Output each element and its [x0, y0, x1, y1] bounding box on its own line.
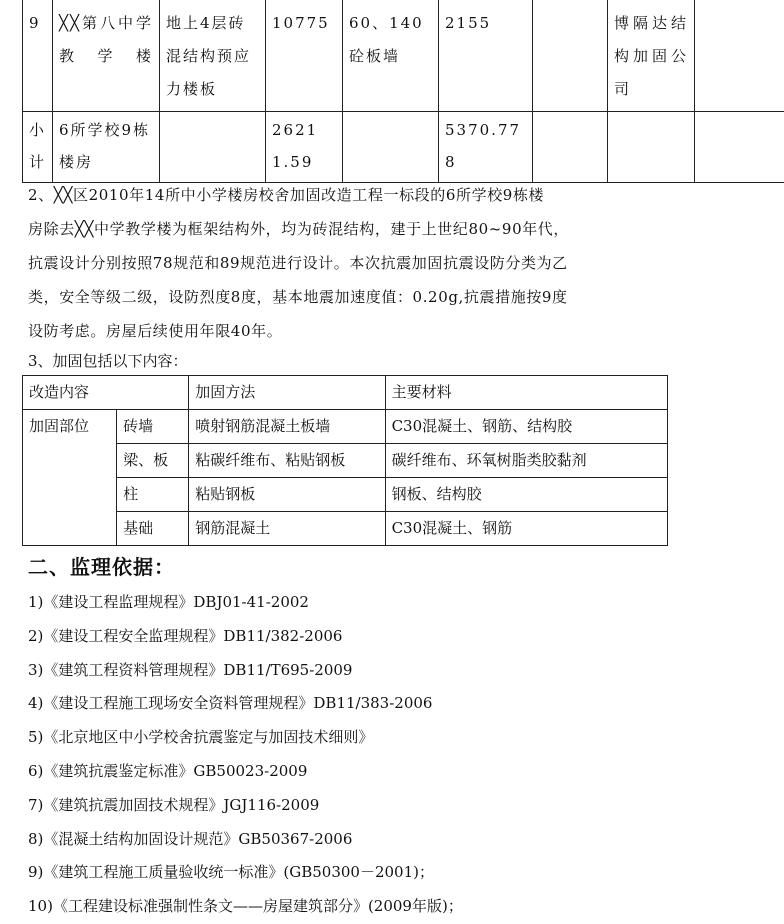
reinforce-table	[22, 375, 668, 546]
header-material: 主要材料	[385, 376, 667, 410]
cell-area: 10775	[266, 0, 343, 112]
reinforce-part-label: 加固部位	[23, 410, 117, 546]
cell-method: 喷射钢筋混凝土板墙	[189, 410, 385, 444]
reinforce-subtitle: 3、加固包括以下内容：	[28, 346, 188, 376]
table-row	[23, 444, 668, 478]
paragraph-line: 房除去╳╳中学教学楼为框架结构外，均为砖混结构，建于上世纪80~90年代，	[28, 212, 678, 246]
cell-part: 砖墙	[117, 410, 189, 444]
section-heading: 二、监理依据：	[28, 550, 175, 584]
list-item: 5)《北京地区中小学校舍抗震鉴定与加固技术细则》	[28, 721, 768, 755]
list-item: 6)《建筑抗震鉴定标准》GB50023-2009	[28, 755, 768, 789]
cell-method: 粘碳纤维布、粘贴钢板	[189, 444, 385, 478]
table-row	[23, 112, 784, 183]
paragraph-line: 抗震设计分别按照78规范和89规范进行设计。本次抗震加固抗震设防分类为乙	[28, 246, 678, 280]
header-content: 改造内容	[23, 376, 189, 410]
header-method: 加固方法	[189, 376, 385, 410]
cell-empty	[695, 112, 784, 183]
cell-subtotal-label: 小计	[23, 112, 53, 183]
cell-wall: 60、140砼板墙	[343, 0, 439, 112]
table-row	[23, 512, 668, 546]
list-item: 10)《工程建设标准强制性条文——房屋建筑部分》(2009年版)；	[28, 890, 768, 924]
cell-part: 梁、板	[117, 444, 189, 478]
cell-structure: 地上4层砖混结构预应力楼板	[160, 0, 266, 112]
cell-no: 9	[23, 0, 53, 112]
cell-material: C30混凝土、钢筋	[385, 512, 667, 546]
cell-material: 钢板、结构胶	[385, 478, 667, 512]
cell-empty	[533, 0, 608, 112]
cell-empty	[533, 112, 608, 183]
list-item: 7)《建筑抗震加固技术规程》JGJ116-2009	[28, 789, 768, 823]
cell-area: 26211.59	[266, 112, 343, 183]
cell-name: 6所学校9栋楼房	[53, 112, 160, 183]
cell-company: 博隔达结构加固公司	[608, 0, 695, 112]
cell-part: 柱	[117, 478, 189, 512]
cell-method: 钢筋混凝土	[189, 512, 385, 546]
cell-empty	[695, 0, 784, 112]
cell-amount: 5370.778	[439, 112, 533, 183]
cell-material: 碳纤维布、环氧树脂类胶黏剂	[385, 444, 667, 478]
cell-wall	[343, 112, 439, 183]
paragraph-line: 2、╳╳区2010年14所中小学楼房校舍加固改造工程一标段的6所学校9栋楼	[28, 178, 678, 212]
list-item: 3)《建筑工程资料管理规程》DB11/T695-2009	[28, 654, 768, 688]
list-item: 1)《建设工程监理规程》DBJ01-41-2002	[28, 586, 768, 620]
cell-part: 基础	[117, 512, 189, 546]
list-item: 2)《建设工程安全监理规程》DB11/382-2006	[28, 620, 768, 654]
cell-method: 粘贴钢板	[189, 478, 385, 512]
cell-structure	[160, 112, 266, 183]
list-item: 8)《混凝土结构加固设计规范》GB50367-2006	[28, 823, 768, 857]
paragraph-line: 类，安全等级二级，设防烈度8度，基本地震加速度值：0.20g,抗震措施按9度	[28, 280, 678, 314]
cell-amount: 2155	[439, 0, 533, 112]
project-description	[28, 178, 678, 348]
table-row	[23, 478, 668, 512]
project-table	[22, 0, 784, 183]
list-item: 4)《建设工程施工现场安全资料管理规程》DB11/383-2006	[28, 687, 768, 721]
list-item: 9)《建筑工程施工质量验收统一标准》(GB50300－2001)；	[28, 856, 768, 890]
basis-list	[28, 586, 768, 924]
cell-name: ╳╳第八中学教学楼	[53, 0, 160, 112]
cell-material: C30混凝土、钢筋、结构胶	[385, 410, 667, 444]
paragraph-line: 设防考虑。房屋后续使用年限40年。	[28, 314, 678, 348]
table-row	[23, 0, 784, 112]
table-row	[23, 410, 668, 444]
table-header-row	[23, 376, 668, 410]
cell-company	[608, 112, 695, 183]
